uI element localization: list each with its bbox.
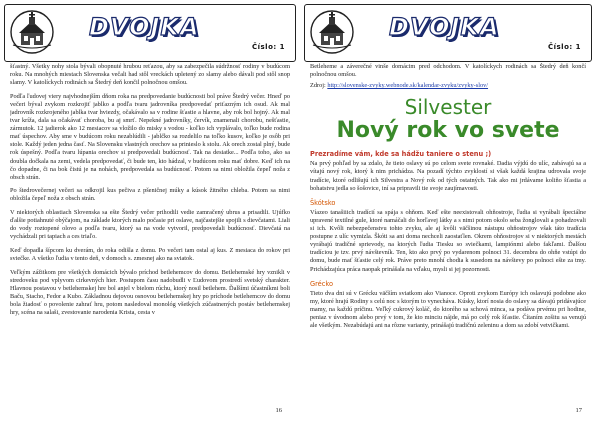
church-logo-icon [9, 9, 55, 55]
paragraph: Betleheme a záverečné vinše domácim pred odchodom. V katolíckych rodinách sa Štedrý deň končí polnočnou omšou. [310, 63, 586, 79]
paragraph: Víazeo tanašiiich tradícií sa spája s ohňom. Keď ešte neexistovali ohňostroje, ľudia si vyrábali špeciálne upravené textilné gule, ktoré namáčali do horľavej látky a s nimi potom okolo seba žonglovali a pohadzovali si ich. Kvôli nebezpečenstvu tohto zvyku, ale aj kvôli väčšinou nástupu ohňostrojov však táto tradícia postupne z ulíc vymizla. Škóti sa ani doma nechceli zaostaťlen. Okrem ohňostrojov si v niektorých mestách vyrábajú tradičné sprievody, na ktorých ľudia Tiesku so sviečkami, lampiónmi alebo fakľami. Ďalšou tradíciou je tzv. prvý návštevník. Ten, kto ako prvý po vydarenom polnoci 31. decembra do ohňe vstúpi do domu, bude mať šťastie celý rok. Práve preto mnohí chodia k susedom na návštevy po polnoci ešte za tmy. Prichádzajúca práca naopak prinášala na vďaku, mysli si jej pozornosti. [310, 208, 586, 273]
right-page [300, 0, 600, 424]
masthead [304, 4, 592, 62]
source-link[interactable]: http://slovenske-zvyky.webnode.sk/kalendar-zvyku/zvyky-slov/ [327, 82, 489, 90]
paragraph: Na prvý pohľad by sa zdalo, že tieto oslavy sú po celom svete rovnaké. Dadia výjdú do ulíc, zabávajú sa a vítajú nový rok, ktorý k nim prichádza. Na pozadí týchto zvyklostí si však každá krajina udrovala svoje tradície, ktoré odlišujú ich Silvestra a Nový rok od tých ostatných. Tak ako mi jrdávame koliňo šťastia a bohatstvu jedla so šošovice, iní sa pripravili tie svoje zaujímavosti. [310, 160, 586, 192]
article-title-line2: Nový rok vo svete [336, 118, 560, 144]
masthead [4, 4, 296, 62]
article-subtitle: Prezradíme vám, kde sa hádžu taniere o stenu ;) [310, 150, 492, 159]
right-article [310, 63, 586, 403]
paragraph: Tieto dva dni sú v Grécku väčším sviatkom ako Vianoce. Oproti zvykom Európy ich oslavujú podobne ako my, ktoré hrajú Rodiny s celú noc s ktorým to vynecháva. Kúsky, ktorí nosia do oslavy sa dávajú pridávajúce mamy, na každú príčinu. Veľký cukrový koláč, do ktorého sa schová minca, sa podáva prvému pri hodine, peniaz v úvodnom alebo prvý v tom, že kto minciu nájde, má po celý rok šťastie. Čítaním zošitu sa venujú ale všetkým. Nezabúdajú ani na rôzne varianty, prinášajú tradičnú zeleninu a dom sa zdobí vetvičkami. [310, 289, 586, 330]
left-article [10, 63, 290, 393]
paragraph: Keď dopadla šípcom ku dverám, do roka odišla z domu. Po večeri tam ostal aj kus. Z mesiaca do rokov pri sviečke. A všetko ľudia v tento deň, v domoch s. zmesnej ako na sviatok. [10, 246, 290, 262]
paragraph: V niektorých oblastiach Slovenska sa ešte Štedrý večer prihodili vedie zamračený ubrus a prisadili. Ujúfko ďalšie potiahnuté obýčajom, na základe ktorých malo počasie pri oslave, najčastejšie spojili s dievčatami. Liali do vody roztopené olovo a podľa tvaru, ktorý sa na vode vytvoril, predpovedali budúcnosť. Dievčatá na vychádzali pri tapiach a ces triaľo. [10, 209, 290, 241]
source-label: Zdroj: [310, 82, 326, 90]
source-line [310, 82, 586, 90]
paragraph: Po štedrovečernej večeri sa odkrojil kus pečiva z pšeničnej múky a kúsok žitného chleba. Potom sa nimi obložila čepeľ noža z obsch strán. [10, 187, 290, 203]
issue-label: Číslo: 1 [547, 43, 581, 51]
paragraph: Podľa ľudovej viery najvhodnejším dňom roka na predpovedanie budúcnosti bol práve Štedrý večer. Hneď po večeri býval zvykom rozkrojiť jablko a podľa tvaru jadrovníka predpovedať priťazným ich osud. Ak mal jadrovník rozkrojeného jablka tvar hviezdy, očakávalo sa v rodine šťastie a hlavne, aby rok bol hojný. Ak mal tvar kríža, dala sa očakávať choroba, bu aj smrť. Nepekné jadrovníky, červík, znamenali chorobu, nešťastie, zármutok. 12 jadierok ako 12 mesiacov sa vložilo do misky s vodou - koľko ich vyplávalo, toľko bude rodina mať úspechov. Aby sme v budúcom roku nezablúdili - jablčko sa rozdelilo na toľko kusov, koľko je osôb pri stole. Každý jeden jedna časť. Na Slovensku vlastných orechov sa prinieslo k stolu. Ak orech zostal plný, bude rok úspešný. Podľa tvaru lúpania orechov si predpovedali budúcnosť. Tak na desiatke... Podľa toho, ako sa doubla dočkala na zemi, vedela predpovedať, či bude ten, kto hádzal, v budúcom roku mať dobre. Keď ich na čo dopadne, či na bok čistú je na nohách, predpovedala sa budúcnosť. Potom sa nimi obložila čepeľ noža z obsch strán. [10, 92, 290, 181]
page-number: 17 [575, 407, 582, 414]
issue-label: Číslo: 1 [251, 43, 285, 51]
page-number: 16 [275, 407, 282, 414]
paragraph: šťastný. Všetky nohy stola bývali obopnuté hrubou reťazou, aby sa zabezpečila súdržnosť rodiny v budúcom roku. Na mnohých miestach Slovenska večali had stôl vreckách upletený zo slamy alebo dávali pod stôl snop slamy. V katolíckych rodinách sa Štedrý deň končil polnočnou omšou. [10, 63, 290, 87]
church-logo-icon [309, 9, 355, 55]
masthead-logo-text: DVOJKA [89, 13, 200, 41]
paragraph: Veľkým zážitkom pre všetkých domácich bývalo príchod betlehemcov do domu. Betlehemské hry vznikli v stredoveku pod vplyvom cirkevných hier. Postupom času nadobudli v Ľudovom prostredí svetský charakter. Hlavnou postavou v betlehemskej hre bol anjel v bielom rúchu, ktorý nosil betlehem. Ďalšími účastníkmi boli Baču, Stacho, Fedor a Kubo. Základnou dejovou osnovou betlehemskej hry po príchode betlehemcov do domu bola žiadosť o povolenie zahrať hru, potom nasledoval monológ všetkých zúčastnených postáv betlehemskej hry, scéna na salaši, zvestovanie narodenia Krista, cesta v [10, 268, 290, 317]
masthead-logo-text: DVOJKA [389, 13, 500, 41]
section-heading-scotland: Škótsko [310, 198, 336, 207]
section-heading-greece: Grécko [310, 279, 333, 288]
article-title-line1: Silvester [404, 95, 492, 120]
